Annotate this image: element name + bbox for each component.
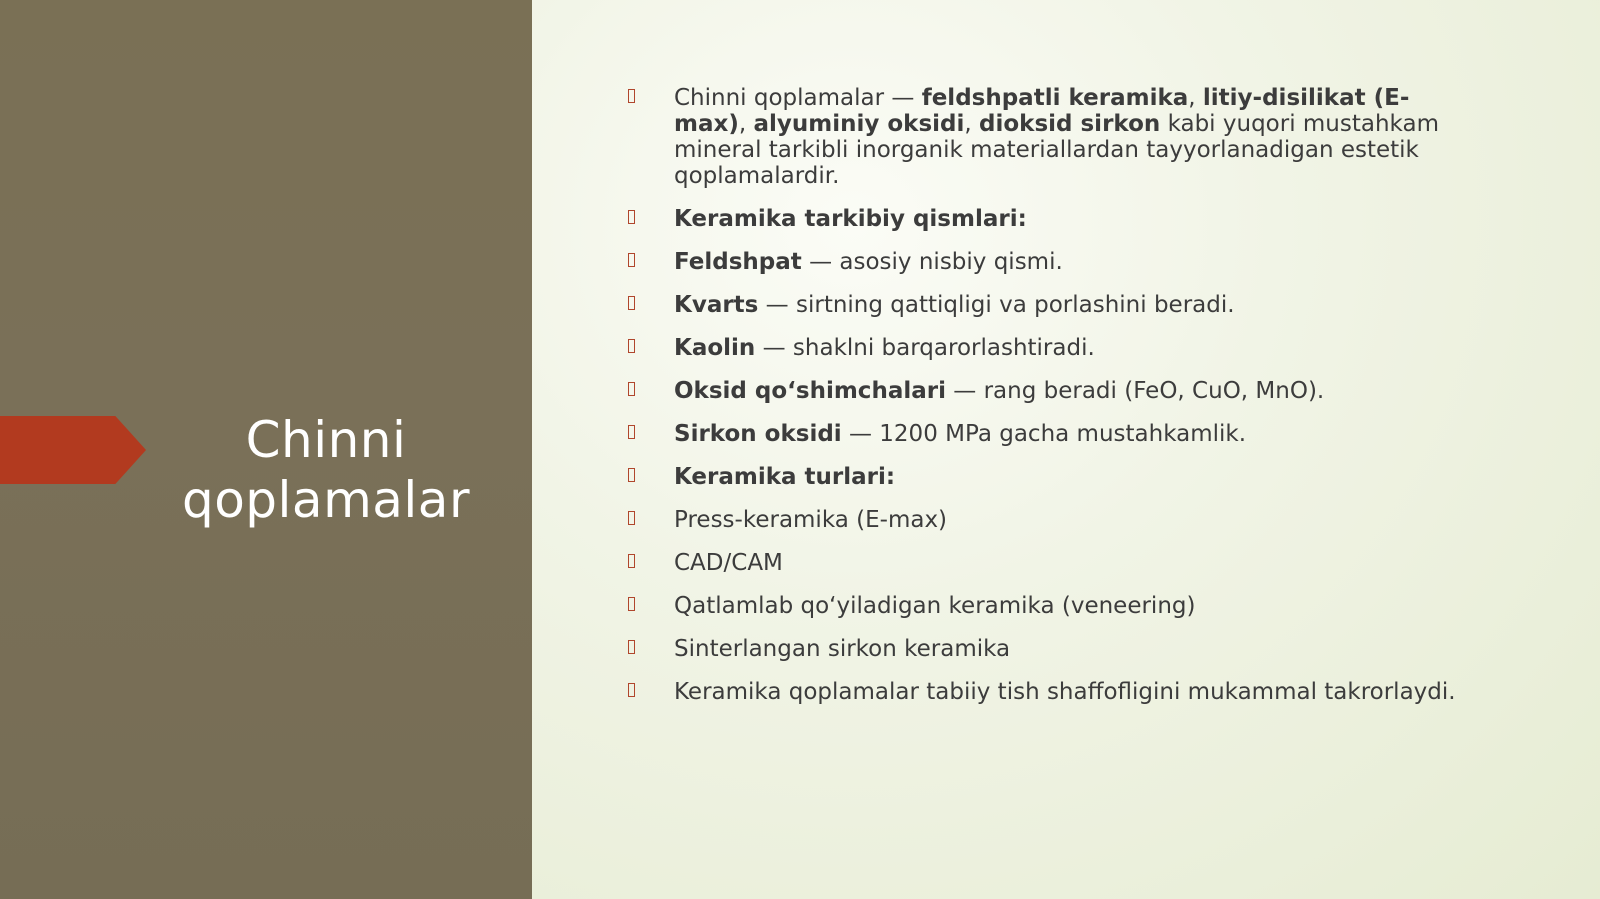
hollow-rectangle-bullet-icon <box>628 597 635 611</box>
bullet-text: — 1200 MPa gacha mustahkamlik. <box>841 421 1247 447</box>
hollow-rectangle-bullet-icon <box>628 382 635 396</box>
bullet-text-bold: Keramika turlari: <box>674 464 896 490</box>
bullet-item <box>620 550 1480 576</box>
hollow-rectangle-bullet-icon <box>628 425 635 439</box>
hollow-rectangle-bullet-icon <box>628 511 635 525</box>
bullet-text-bold: Oksid qo‘shimchalari <box>674 378 946 404</box>
hollow-rectangle-bullet-icon <box>628 640 635 654</box>
bullet-text: — asosiy nisbiy qismi. <box>801 249 1063 275</box>
bullet-item <box>620 593 1480 619</box>
hollow-rectangle-bullet-icon <box>628 468 635 482</box>
bullet-text-bold: alyuminiy oksidi <box>753 111 965 137</box>
bullet-text: kabi yuqori mustahkam mineral tarkibli inorganik materiallardan tayyorlanadigan estetik qoplamalardir. <box>674 111 1439 189</box>
bullet-text: — rang beradi (FeO, CuO, MnO). <box>945 378 1325 404</box>
hollow-rectangle-bullet-icon <box>628 296 635 310</box>
bullet-text: Chinni qoplamalar — <box>674 85 922 111</box>
bullet-text-bold: Feldshpat <box>674 249 802 275</box>
bullet-item <box>620 636 1480 662</box>
hollow-rectangle-bullet-icon <box>628 253 635 267</box>
bullet-item <box>620 85 1480 189</box>
bullet-text-bold: Keramika tarkibiy qismlari: <box>674 206 1027 232</box>
bullet-text-bold: feldshpatli keramika <box>921 85 1189 111</box>
bullet-text: Press-keramika (E-max) <box>674 507 948 533</box>
bullet-text: , <box>738 111 754 137</box>
hollow-rectangle-bullet-icon <box>628 339 635 353</box>
bullet-text: Qatlamlab qo‘yiladigan keramika (veneering) <box>674 593 1196 619</box>
bullet-item <box>620 335 1480 361</box>
bullet-list <box>620 85 1480 722</box>
bullet-text: , <box>964 111 979 137</box>
bullet-item <box>620 206 1480 232</box>
hollow-rectangle-bullet-icon <box>628 89 635 103</box>
bullet-text: Keramika qoplamalar tabiiy tish shaffofligini mukammal takrorlaydi. <box>674 679 1456 705</box>
hollow-rectangle-bullet-icon <box>628 210 635 224</box>
slide-title: Chinni qoplamalar <box>181 411 471 529</box>
bullet-item <box>620 464 1480 490</box>
accent-arrow-shape <box>0 416 146 484</box>
bullet-item <box>620 292 1480 318</box>
bullet-item <box>620 249 1480 275</box>
bullet-text-bold: litiy-disilikat (E-max) <box>674 85 1410 137</box>
bullet-text-bold: Sirkon oksidi <box>674 421 842 447</box>
bullet-item <box>620 507 1480 533</box>
hollow-rectangle-bullet-icon <box>628 683 635 697</box>
bullet-text: , <box>1188 85 1203 111</box>
bullet-text: — sirtning qattiqligi va porlashini beradi. <box>758 292 1235 318</box>
bullet-text: Sinterlangan sirkon keramika <box>674 636 1011 662</box>
bullet-item <box>620 421 1480 447</box>
bullet-text: — shaklni barqarorlashtiradi. <box>755 335 1095 361</box>
bullet-text-bold: Kvarts <box>674 292 759 318</box>
hollow-rectangle-bullet-icon <box>628 554 635 568</box>
bullet-text-bold: Kaolin <box>674 335 756 361</box>
bullet-item <box>620 378 1480 404</box>
bullet-item <box>620 679 1480 705</box>
bullet-text-bold: dioksid sirkon <box>979 111 1161 137</box>
bullet-text: CAD/CAM <box>674 550 783 576</box>
